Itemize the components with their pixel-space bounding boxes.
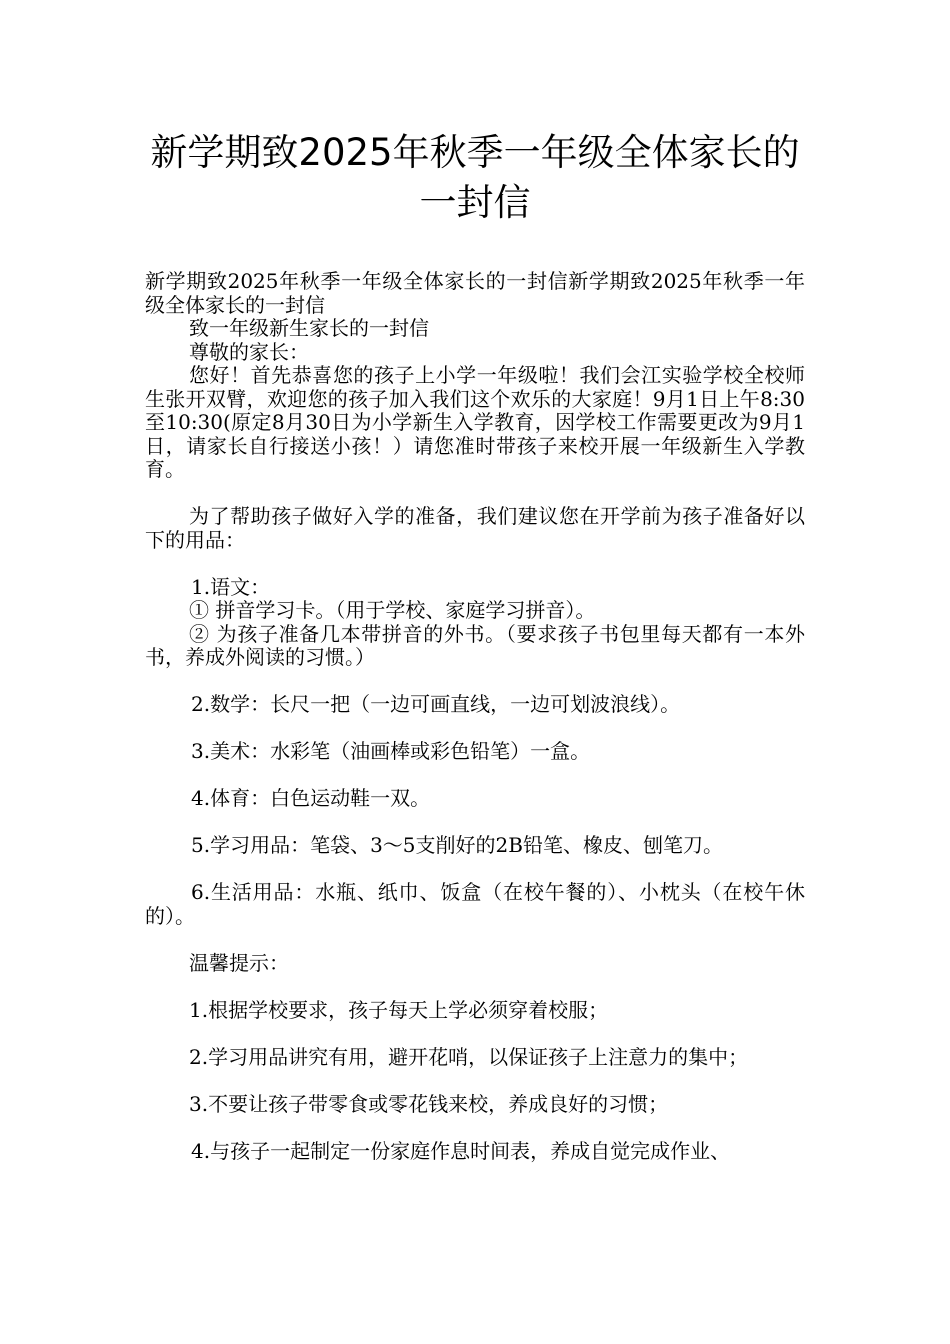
list-item-math: 2.数学：长尺一把（一边可画直线，一边可划波浪线）。 [191,692,681,716]
list-item-study-supplies: 5.学习用品：笔袋、3～5支削好的2B铅笔、橡皮、刨笔刀。 [191,833,723,857]
list-item-pe: 4.体育：白色运动鞋一双。 [191,786,431,810]
document-title: 新学期致2025年秋季一年级全体家长的一封信 [150,131,800,224]
paragraph-letter-heading: 致一年级新生家长的一封信 [189,316,429,340]
tip-item-4: 4.与孩子一起制定一份家庭作息时间表，养成自觉完成作业、 [191,1138,731,1163]
list-item-chinese-sub-1: ① 拼音学习卡。（用于学校、家庭学习拼音）。 [189,598,596,622]
paragraph-greeting: 您好！首先恭喜您的孩子上小学一年级啦！我们会江实验学校全校师生张开双臂，欢迎您的孩子加入我们这个欢乐的大家庭！9月1日上午8:30至10:30(原定8月30日为小学新生入学教育，因学校工作需要更改为9月1日，请家长自行接送小孩！）请您准时带孩子来校开展一年级新生入学教育。 [145,363,805,481]
tip-item-1: 1.根据学校要求，孩子每天上学必须穿着校服； [189,997,609,1022]
paragraph-tips-heading: 温馨提示： [189,950,289,975]
paragraph-preparation-intro: 为了帮助孩子做好入学的准备，我们建议您在开学前为孩子准备好以下的用品： [145,504,805,552]
paragraph-salutation: 尊敬的家长： [189,339,309,364]
paragraph-repeated-title: 新学期致2025年秋季一年级全体家长的一封信新学期致2025年秋季一年级全体家长的一封信 [145,269,805,317]
tip-item-3: 3.不要让孩子带零食或零花钱来校，养成良好的习惯； [189,1091,669,1116]
tip-item-2: 2.学习用品讲究有用，避开花哨，以保证孩子上注意力的集中； [189,1044,749,1069]
list-item-chinese-sub-2: ② 为孩子准备几本带拼音的外书。（要求孩子书包里每天都有一本外书，养成外阅读的习惯。） [145,621,805,669]
document-body [145,270,805,1163]
list-item-daily-supplies: 6.生活用品：水瓶、纸巾、饭盒（在校午餐的）、小枕头（在校午休的）。 [145,880,805,928]
list-item-art: 3.美术：水彩笔（油画棒或彩色铅笔）一盒。 [191,739,591,763]
list-item-chinese: 1.语文： [191,574,271,599]
